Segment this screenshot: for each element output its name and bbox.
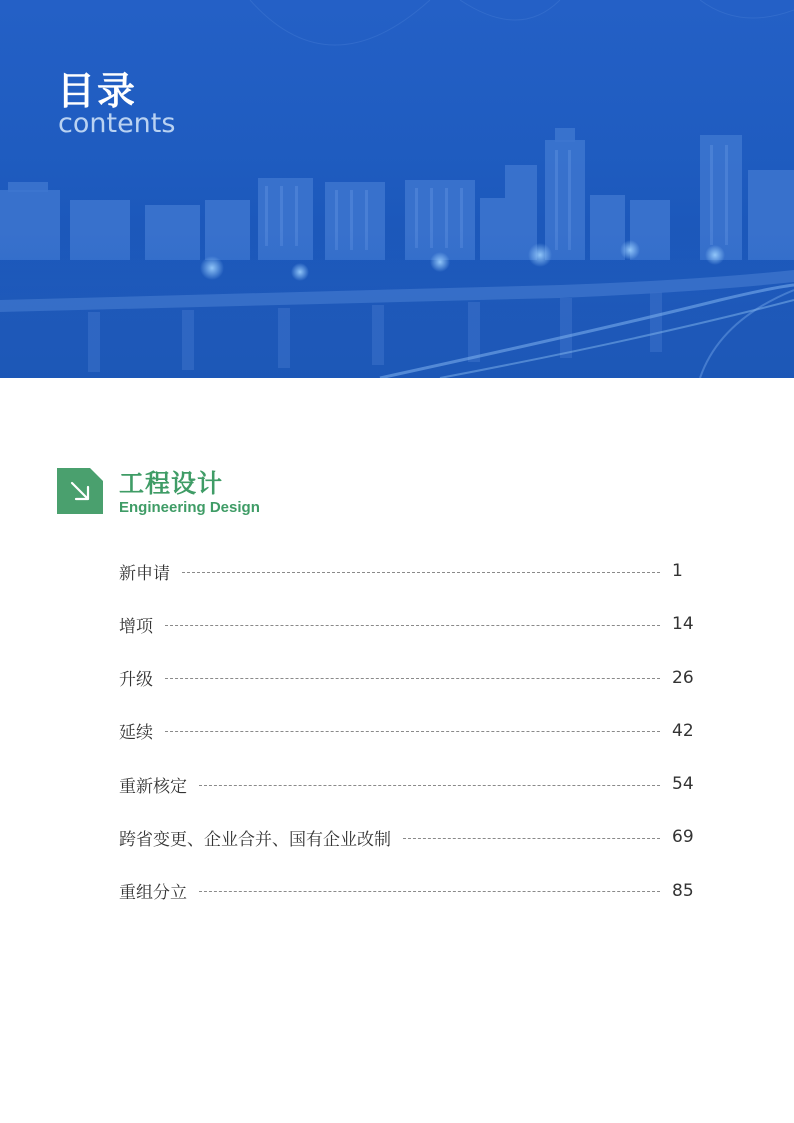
toc-entry[interactable] <box>119 718 694 744</box>
table-of-contents <box>119 558 694 931</box>
arrow-down-right-icon <box>57 468 103 514</box>
toc-entry[interactable] <box>119 611 694 637</box>
dotted-leader <box>165 731 660 732</box>
toc-entry-label: 延续 <box>119 723 153 744</box>
dotted-leader <box>165 625 660 626</box>
section-title: 工程设计 <box>119 469 224 498</box>
dotted-leader <box>403 838 660 839</box>
toc-entry-label: 重组分立 <box>119 883 187 904</box>
dotted-leader <box>165 678 660 679</box>
toc-entry-label: 跨省变更、企业合并、国有企业改制 <box>119 829 391 850</box>
toc-entry-label: 升级 <box>119 670 153 691</box>
hero-banner <box>0 0 794 378</box>
dotted-leader <box>199 891 660 892</box>
toc-entry[interactable] <box>119 558 694 584</box>
city-skyline-image <box>0 0 794 378</box>
toc-entry-label: 增项 <box>119 616 153 637</box>
toc-entry-page: 14 <box>672 614 694 635</box>
dotted-leader <box>199 785 660 786</box>
toc-entry-label: 重新核定 <box>119 776 187 797</box>
toc-entry-page: 42 <box>672 720 694 741</box>
toc-entry-page: 54 <box>672 774 694 795</box>
toc-entry-page: 1 <box>672 561 683 581</box>
toc-entry[interactable] <box>119 878 694 904</box>
page-title: 目录 <box>57 69 138 113</box>
toc-entry[interactable] <box>119 771 694 797</box>
toc-entry[interactable] <box>119 665 694 691</box>
toc-entry-page: 85 <box>672 880 694 901</box>
section-subtitle: Engineering Design <box>119 499 260 516</box>
toc-entry-label: 新申请 <box>119 563 170 584</box>
toc-entry-page: 26 <box>672 667 694 688</box>
page-subtitle: contents <box>58 108 176 139</box>
toc-entry[interactable] <box>119 824 694 850</box>
toc-entry-page: 69 <box>672 827 694 848</box>
dotted-leader <box>182 572 660 573</box>
